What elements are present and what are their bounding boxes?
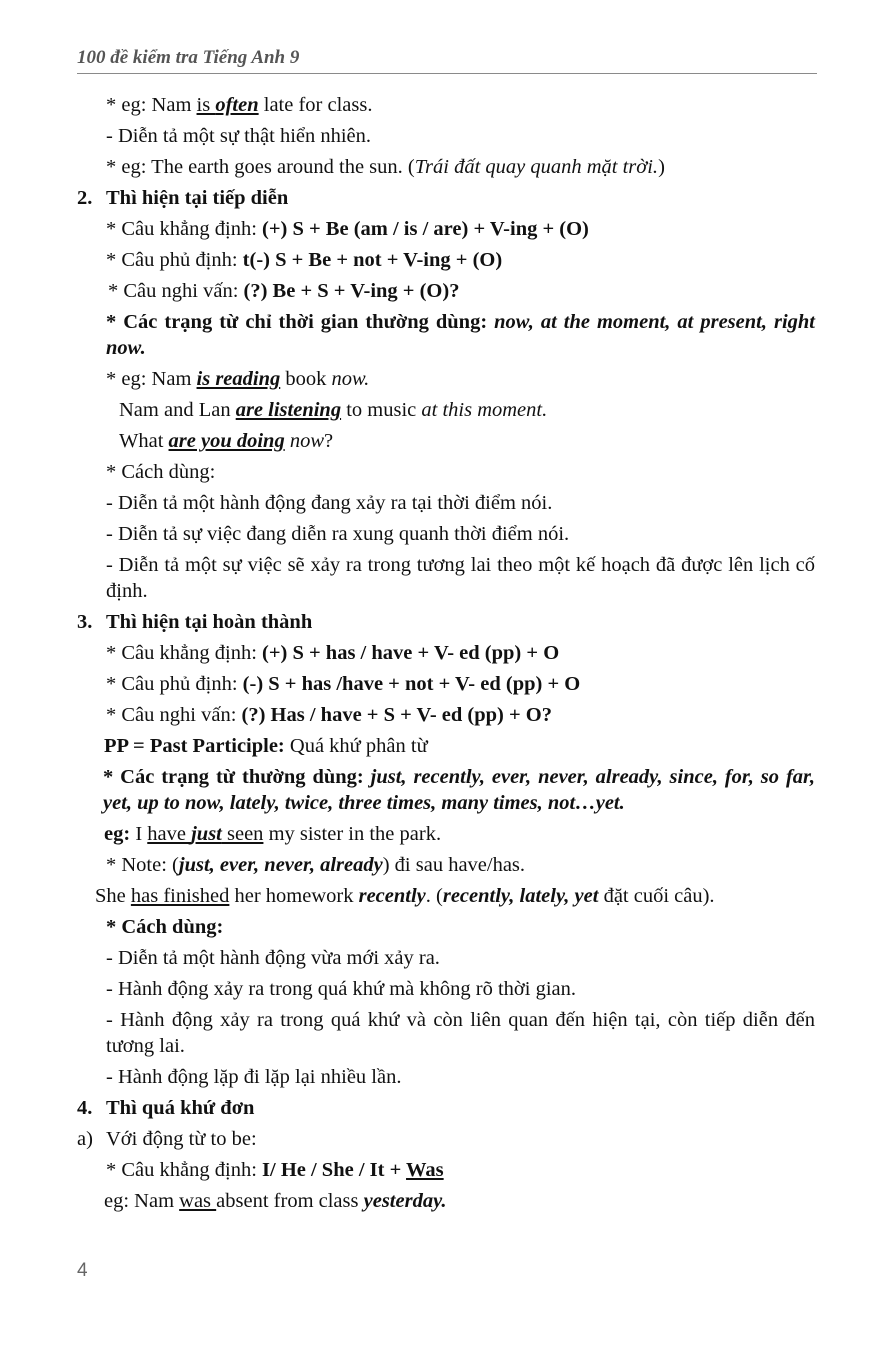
example-line [77,883,815,909]
example-line [77,821,815,847]
text-run: Nam and Lan [119,399,236,421]
adverbs-list: now, at the moment, at present, right now. [106,311,815,359]
text-run: * eg: The earth goes around the sun. ( [106,156,415,178]
underlined-verb: seen [221,823,264,845]
negative-formula [77,247,815,273]
adverbs-line [77,309,815,361]
example-line [77,428,815,454]
time-adverb: recently [358,885,426,907]
example-line [77,1188,815,1214]
note-adverbs: just, ever, never, already [178,854,383,876]
page-content [77,92,815,1219]
usage-line: - Diễn tả một sự việc sẽ xảy ra trong tương lai theo một kế hoạch đã được lên lịch cố định. [106,554,815,602]
note-line [77,852,815,878]
usage-line: - Diễn tả một hành động vừa mới xảy ra. [106,947,440,969]
underlined-verb: was [179,1190,217,1212]
underlined-verb: Was [406,1159,444,1181]
adverbs-label: * Các trạng từ thường dùng: [103,766,371,788]
formula-label: * Câu nghi vấn: [106,704,242,726]
page-number: 4 [77,1260,88,1281]
formula: I/ He / She / It + [262,1159,407,1181]
text-run: my sister in the park. [263,823,442,845]
adverbs-line [77,764,815,816]
text-run: What [119,430,169,452]
usage-line: - Diễn tả một hành động đang xảy ra tại thời điểm nói. [106,492,553,514]
formula: (+) S + Be (am / is / are) + V-ing + (O) [262,218,589,240]
formula-label: * Câu khẳng định: [106,218,263,240]
text-run: đặt cuối câu). [598,885,715,907]
section-heading-4 [77,1095,815,1121]
negative-formula [77,671,815,697]
formula: (+) S + has / have + V- ed (pp) + O [262,642,560,664]
text-run: absent from class [216,1190,364,1212]
time-adverb: at this moment. [421,399,548,421]
running-header: 100 đề kiểm tra Tiếng Anh 9 [77,47,817,74]
section-heading-2 [77,185,815,211]
underlined-adverb: just [191,823,222,845]
example-line [77,154,815,180]
example-line [77,397,815,423]
example-label: eg: [104,823,131,845]
underlined-verb: are listening [235,399,342,421]
formula-label: * Câu nghi vấn: [108,280,244,302]
section-number: 2. [77,187,93,209]
text-run: . ( [425,885,443,907]
formula: (?) Be + S + V-ing + (O)? [243,280,460,302]
text-run: * eg: Nam [106,94,197,116]
section-number: 3. [77,611,93,633]
usage-label: * Cách dùng: [106,916,224,938]
pp-meaning: Quá khứ phân từ [284,735,428,757]
example-line [77,366,815,392]
usage-line: - Hành động lặp đi lặp lại nhiều lần. [106,1066,402,1088]
underlined-verb: are you doing [168,430,285,452]
time-adverb: now [284,430,325,452]
pp-definition [77,733,815,759]
text-run: late for class. [258,94,373,116]
underlined-verb: is reading [196,368,281,390]
underlined-adverb: often [215,94,259,116]
text-run: ? [324,430,334,452]
pp-term: PP = Past Participle: [104,735,285,757]
adverbs-list: just, recently, ever, never, already, since, for, so far, yet, up to now, lately, twice, three times, many times, not…yet. [103,766,815,814]
text-run: her homework [229,885,359,907]
formula: t(-) S + Be + not + V-ing + (O) [242,249,503,271]
question-formula [77,278,815,304]
usage-label: * Cách dùng: [106,461,216,483]
text-run: eg: Nam [104,1190,180,1212]
time-adverb: now. [331,368,370,390]
formula-label: * Câu khẳng định: [106,642,263,664]
question-formula [77,702,815,728]
usage-line: - Diễn tả một sự thật hiển nhiên. [106,125,372,147]
subsection-title: Với động từ to be: [106,1128,257,1150]
adverbs-label: * Các trạng từ chỉ thời gian thường dùng: [106,311,495,333]
subsection-number: a) [77,1128,93,1150]
usage-line: - Hành động xảy ra trong quá khứ mà không rõ thời gian. [106,978,577,1000]
text-run: book [280,368,332,390]
affirmative-formula [77,1157,815,1183]
formula-label: * Câu khẳng định: [106,1159,263,1181]
formula-label: * Câu phủ định: [106,673,243,695]
affirmative-formula [77,216,815,242]
section-heading-3 [77,609,815,635]
subsection-a [77,1126,815,1152]
usage-line: - Hành động xảy ra trong quá khứ và còn liên quan đến hiện tại, còn tiếp diễn đến tương lai. [106,1009,815,1057]
formula: (-) S + has /have + not + V- ed (pp) + O [242,673,581,695]
affirmative-formula [77,640,815,666]
usage-line: - Diễn tả sự việc đang diễn ra xung quanh thời điểm nói. [106,523,570,545]
underlined-verb: have [147,823,192,845]
text-run: ) đi sau have/has. [382,854,526,876]
section-title: Thì quá khứ đơn [106,1097,255,1119]
time-adverb: yesterday. [363,1190,447,1212]
example-line [77,92,815,118]
note-adverbs: recently, lately, yet [442,885,599,907]
section-number: 4. [77,1097,93,1119]
translation: Trái đất quay quanh mặt trời. [414,156,659,178]
section-title: Thì hiện tại hoàn thành [106,611,313,633]
underlined-verb: is [196,94,216,116]
underlined-verb: has finished [130,885,230,907]
text-run: * Note: ( [106,854,179,876]
text-run: I [130,823,148,845]
formula-label: * Câu phủ định: [106,249,243,271]
text-run: * eg: Nam [106,368,197,390]
text-run: She [95,885,131,907]
formula: (?) Has / have + S + V- ed (pp) + O? [241,704,552,726]
section-title: Thì hiện tại tiếp diễn [106,187,289,209]
text-run: to music [341,399,422,421]
text-run: ) [658,156,665,178]
